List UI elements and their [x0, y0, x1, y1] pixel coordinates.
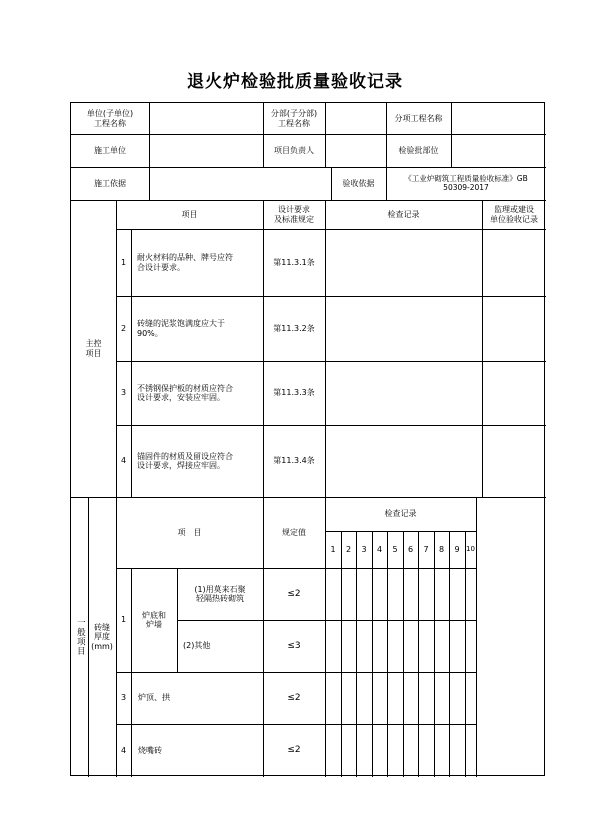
- general-row-no: 3: [120, 693, 127, 703]
- main-item-no: 2: [120, 323, 127, 333]
- general-items-label: 一般项目: [75, 618, 86, 656]
- general-item-header: 项 目: [177, 527, 202, 537]
- check-column-number: 2: [345, 544, 352, 554]
- main-item-text: 耐火材料的品种、牌号应符 合设计要求。: [137, 253, 233, 272]
- check-column-number: 4: [376, 544, 383, 554]
- general-row-text: 炉顶、拱: [138, 693, 170, 703]
- subunit-name-label: 分部(子分部) 工程名称: [270, 109, 318, 128]
- general-row-spec: ≤2: [287, 588, 301, 599]
- main-item-clause: 第11.3.2条: [273, 323, 315, 333]
- document-title: 退火炉检验批质量验收记录: [187, 72, 403, 92]
- unit-name-label: 单位(子单位) 工程名称: [86, 109, 134, 128]
- item-name-label: 分项工程名称: [394, 113, 443, 123]
- main-requirement-header: 设计要求 及标准规定: [274, 205, 314, 224]
- main-item-no: 1: [120, 257, 127, 267]
- general-row-text: 烧嘴砖: [138, 745, 162, 755]
- check-column-number: 6: [407, 544, 414, 554]
- main-item-text: 砖缝的泥浆饱满度应大于 90%。: [137, 319, 225, 338]
- check-column-number: 7: [423, 544, 429, 554]
- general-row-spec: ≤2: [287, 692, 301, 703]
- project-lead-label: 项目负责人: [274, 145, 314, 155]
- main-item-no: 3: [120, 388, 127, 398]
- general-row-spec: ≤2: [287, 745, 301, 756]
- main-control-label: 主控 项目: [85, 339, 102, 358]
- construction-basis-label: 施工依据: [94, 178, 126, 188]
- check-column-number: 10: [466, 545, 475, 554]
- main-supervisor-header: 监理或建设 单位验收记录: [490, 205, 538, 224]
- acceptance-basis-label: 验收依据: [342, 178, 375, 188]
- main-item-text: 不锈钢保护板的材质应符合 设计要求，安装应牢固。: [137, 383, 233, 402]
- check-column-number: 3: [361, 544, 367, 554]
- inspection-form: [70, 102, 545, 776]
- main-item-no: 4: [120, 456, 127, 466]
- main-item-clause: 第11.3.3条: [273, 388, 315, 398]
- check-column-number: 5: [392, 544, 398, 554]
- check-column-number: 1: [330, 544, 336, 554]
- main-item-text: 锚固件的材质及留设应符合 设计要求，焊接应牢固。: [137, 451, 233, 470]
- acceptance-basis-value: 《工业炉砌筑工程质量验收标准》GB 50309-2017: [404, 173, 528, 192]
- general-row-text: (2)其他: [183, 641, 211, 651]
- general-row-spec: ≤3: [287, 640, 301, 651]
- main-record-header: 检查记录: [387, 209, 420, 219]
- general-row-no: 4: [120, 745, 127, 755]
- joint-thickness-label: 砖缝 厚度 (mm): [91, 623, 113, 651]
- general-record-header: 检查记录: [384, 509, 417, 519]
- check-column-number: 8: [438, 544, 445, 554]
- contractor-label: 施工单位: [94, 145, 126, 155]
- general-row-no: 1: [120, 615, 127, 625]
- main-item-clause: 第11.3.1条: [273, 257, 315, 267]
- batch-part-label: 检验批部位: [398, 145, 439, 155]
- check-column-number: 9: [454, 544, 460, 554]
- furnace-bottom-wall-label: 炉底和 炉墙: [142, 610, 166, 629]
- main-item-header: 项目: [181, 209, 198, 219]
- general-spec-header: 规定值: [282, 527, 306, 537]
- general-row-text: (1)用莫来石聚 轻隔热砖砌筑: [194, 584, 246, 603]
- main-item-clause: 第11.3.4条: [273, 456, 315, 466]
